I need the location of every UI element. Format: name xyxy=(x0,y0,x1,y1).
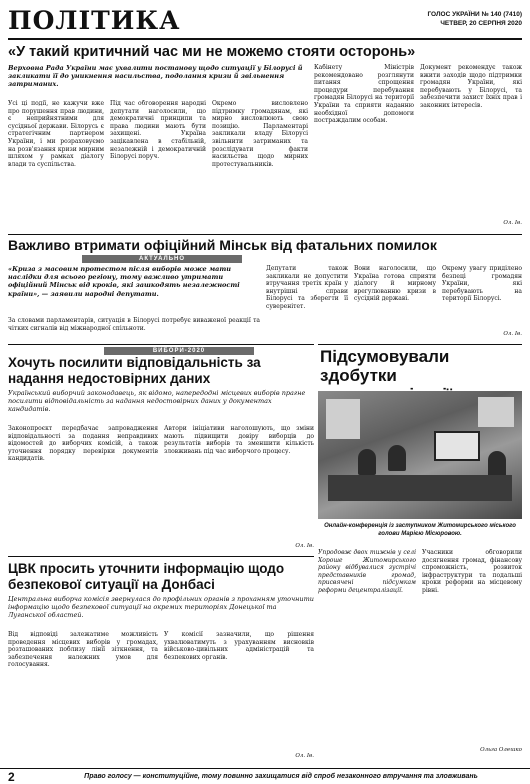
table-shape xyxy=(328,475,512,501)
article-column: Депутати також закликали не допустити втручання третіх країн у внутрішні справи Білорусі та зберегти її суверенітет. xyxy=(266,265,348,310)
article-headline[interactable]: «У такий критичний час ми не можемо стояти осторонь» xyxy=(8,44,416,60)
article-column: Автори ініціативи наголошують, що зміни мають підвищити довіру виборців до результатів виборів та зменшити кількість зловживань під час виборчого процесу. xyxy=(164,425,314,455)
article-signature: Ол. Ів. xyxy=(295,753,314,759)
article-column: Учасники обговорили досягнення громад, фінансову спроможність, розвиток інфраструктури та подальші кроки реформи на місцевому рівні. xyxy=(422,549,522,594)
article-headline[interactable]: Важливо втримати офіційний Мінськ від фатальних помилок xyxy=(8,237,437,253)
article-column: Усі ці події, не кажучи вже про порушення прав людини, є неприйнятними для сусідньої держави. Білорусь є стратегічним партнером України, і ми розраховуємо на розв'язання кризи мирним шляхом у рамках діалогу влади та суспільства. xyxy=(8,100,104,168)
masthead xyxy=(8,6,522,40)
article-column: Окремо висловлено підтримку громадянам, які мирно висловлюють свою позицію. Парламентарі закликали владу Білорусі звільнити затриманих та розслідувати факти насильства щодо мирних протестувальників. xyxy=(212,100,308,168)
photo-caption: Онлайн-конференція із заступником Житомирського міського голови Марією Місюровою. xyxy=(324,523,516,537)
article-signature: Ол. Ів. xyxy=(503,331,522,337)
article-lead: «Криза з масовим протестом після виборів може мати наслідки для всього регіону, тому важливо утримати офіційний Мінськ від кроків, які зашкодять незалежності країни», — заявили народні депутати. xyxy=(8,265,240,298)
article-headline[interactable]: ЦВК просить уточнити інформацію щодо безпекової ситуації на Донбасі xyxy=(8,561,285,592)
article-column: Окрему увагу приділено безпеці громадян України, які перебувають на території Білорусі. xyxy=(442,265,522,303)
article-false-data xyxy=(8,344,314,552)
article-column: Від відповіді залежатиме можливість проведення місцевих виборів у громадах, розташованих поблизу лінії зіткнення, та забезпечення належних умов для голосування. xyxy=(8,631,158,669)
article-decentralization xyxy=(318,344,522,764)
article-lead: Верховна Рада України має ухвалити постанову щодо ситуації у Білорусі й закликати її до уникнення насильства, подолання кризи й звільнення затриманих. xyxy=(8,64,303,89)
person-silhouette xyxy=(358,449,376,475)
window-shape xyxy=(478,397,514,427)
article-body xyxy=(8,64,522,230)
article-column: Кабінету Міністрів рекомендовано розглянути питання спрощення процедури перебування громадян Білорусі на території України та сприяти наданню необхідної допомоги постраждалим особам. xyxy=(314,64,414,125)
footer-motto: Право голосу — конституційне, тому повинно захищатися від спроб незаконного втручання та зловживань xyxy=(84,773,478,780)
conference-photo xyxy=(318,391,522,519)
article-signature: Ольга Олешко xyxy=(480,747,522,753)
article-column: Вони наголосили, що Україна готова сприяти діалогу й мирному врегулюванню кризи в сусідній державі. xyxy=(354,265,436,303)
article-lead: Український виборчий законодавець, як відомо, напередодні місцевих виборів прагне посилити відповідальність за надання недостовірних даних у документах кандидатів. xyxy=(8,389,306,414)
window-shape xyxy=(326,399,360,439)
monitor-shape xyxy=(434,431,480,461)
article-column: У комісії зазначили, що рішення ухвалюватимуть з урахуванням висновків військово-цивільних адміністрацій та безпекових органів. xyxy=(164,631,314,661)
issue-number: ГОЛОС УКРАЇНИ № 140 (7410) xyxy=(427,11,522,18)
page-number: 2 xyxy=(8,770,15,784)
article-column: Документ рекомендує також вжити заходів щодо підтримки громадян України, які перебувають у Білорусі, та забезпечити захист їхніх прав і законних інтересів. xyxy=(420,64,522,109)
person-silhouette xyxy=(488,451,506,477)
rubric-label: АКТУАЛЬНО xyxy=(82,255,242,263)
article-column: Упродовж двох тижнів у селі Хороше Житомирського району відбувалися зустрічі представників громад, присвячені підсумкам реформи децентралізації. xyxy=(318,549,416,594)
article-column: Законопроєкт передбачає запровадження відповідальності за подання неправдивих відомостей до виборчих комісій, а також уточнення порядку перевірки документів кандидатів. xyxy=(8,425,158,463)
article-signature: Ол. Ів. xyxy=(503,220,522,226)
article-column: За словами парламентарів, ситуація в Білорусі потребує виваженої реакції та чітких сигналів від міжнародної спільноти. xyxy=(8,317,260,332)
article-critical-time xyxy=(8,44,522,230)
person-silhouette xyxy=(388,445,406,471)
issue-meta xyxy=(427,10,522,28)
article-headline[interactable]: Підсумовували здобутки xyxy=(320,347,450,385)
section-title: ПОЛІТИКА xyxy=(8,6,181,35)
article-signature: Ол. Ів. xyxy=(295,543,314,549)
article-headline[interactable]: Хочуть посилити відповідальність за надання недостовірних даних xyxy=(8,355,261,386)
article-lead: Центральна виборча комісія звернулася до профільних органів з проханням уточнити інформацію щодо безпекової ситуації на окремих територіях Донецької та Луганської областей. xyxy=(8,595,314,620)
issue-date: ЧЕТВЕР, 20 СЕРПНЯ 2020 xyxy=(440,20,522,27)
rubric-label: ВИБОРИ-2020 xyxy=(104,347,254,355)
page-footer xyxy=(0,768,530,784)
article-column: Під час обговорення народні депутати наголосили, що демократичні принципи та права людини мають бути захищені. Україна зацікавлена в стабільній, незалежній і демократичній Білорусі поруч. xyxy=(110,100,206,161)
article-cvk xyxy=(8,556,314,764)
article-minsk xyxy=(8,234,522,340)
